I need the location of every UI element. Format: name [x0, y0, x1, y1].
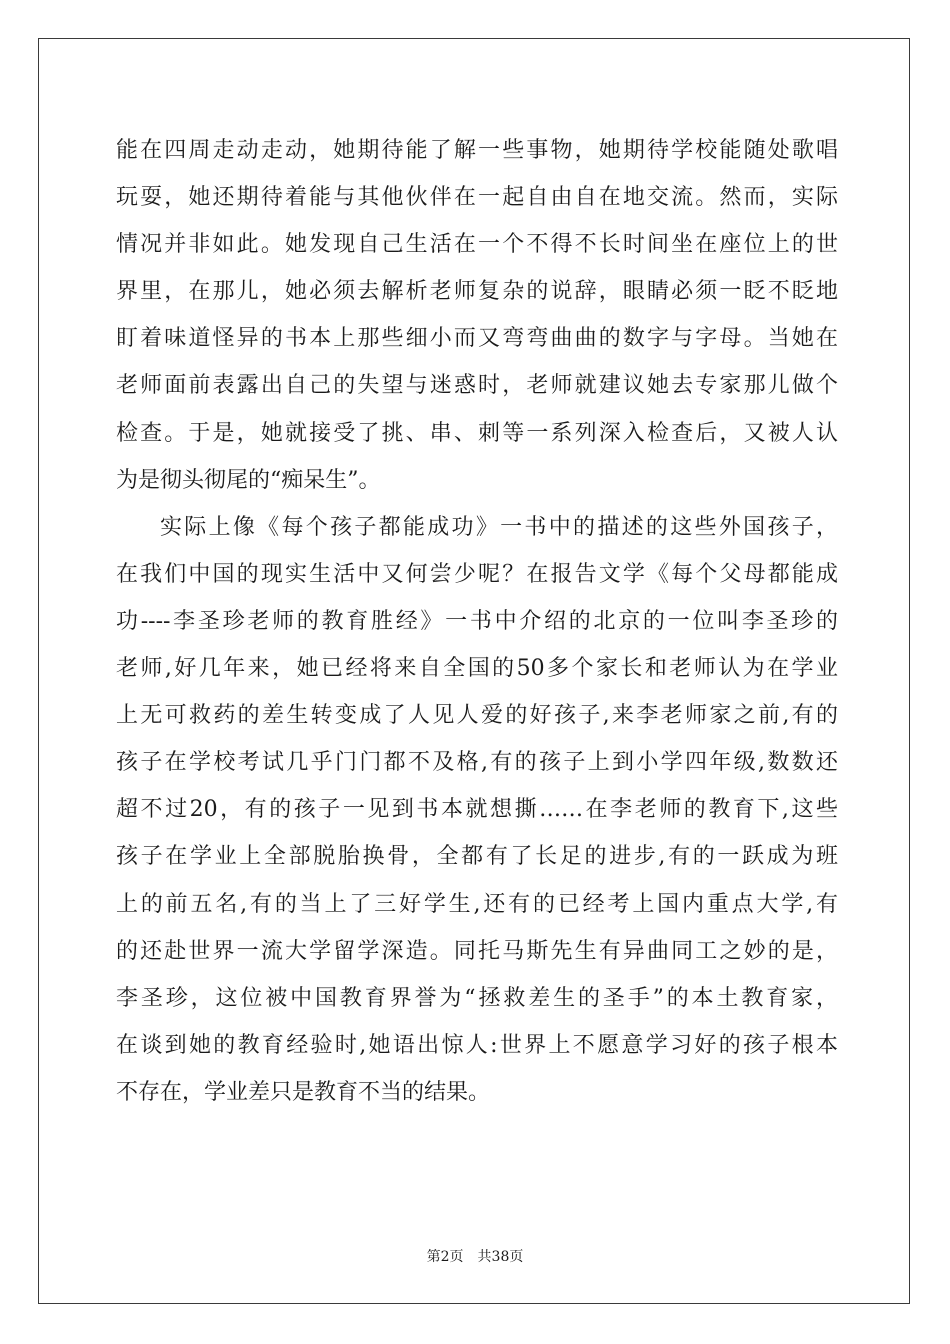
- text-line: 实际上像《每个孩子都能成功》一书中的描述的这些外国孩子，: [160, 514, 838, 540]
- text-line: 检查。于是，她就接受了挑、串、刺等一系列深入检查后，又被人认: [116, 420, 838, 446]
- page-footer: [0, 1246, 950, 1266]
- text-line: 在谈到她的教育经验时,她语出惊人:世界上不愿意学习好的孩子根本: [116, 1032, 838, 1058]
- paragraph-2: [116, 504, 838, 1116]
- text-line: 孩子在学校考试几乎门门都不及格,有的孩子上到小学四年级,数数还: [116, 750, 838, 776]
- text-line: 老师,好几年来，她已经将来自全国的50多个家长和老师认为在学业: [116, 656, 838, 682]
- text-line: 上的前五名,有的当上了三好学生,还有的已经考上国内重点大学,有: [116, 891, 838, 917]
- page-number: 第2页: [426, 1249, 464, 1265]
- text-line: 在我们中国的现实生活中又何尝少呢？在报告文学《每个父母都能成: [116, 561, 838, 587]
- text-line: 上无可救药的差生转变成了人见人爱的好孩子,来李老师家之前,有的: [116, 703, 838, 729]
- text-line: 功----李圣珍老师的教育胜经》一书中介绍的北京的一位叫李圣珍的: [116, 608, 838, 634]
- text-line: 情况并非如此。她发现自己生活在一个不得不长时间坐在座位上的世: [116, 232, 838, 258]
- text-line: 为是彻头彻尾的“痴呆生”。: [116, 467, 381, 493]
- text-line: 不存在，学业差只是教育不当的结果。: [116, 1079, 491, 1105]
- text-line: 孩子在学业上全部脱胎换骨，全都有了长足的进步,有的一跃成为班: [116, 844, 838, 870]
- paragraph-1: [116, 127, 838, 504]
- text-line: 超不过20，有的孩子一见到书本就想撕……在李老师的教育下,这些: [116, 797, 838, 823]
- text-line: 能在四周走动走动，她期待能了解一些事物，她期待学校能随处歌唱: [116, 138, 838, 163]
- document-body: [116, 127, 838, 1116]
- page-total: 共38页: [477, 1249, 524, 1265]
- text-line: 老师面前表露出自己的失望与迷惑时，老师就建议她去专家那儿做个: [116, 373, 838, 399]
- text-line: 界里，在那儿，她必须去解析老师复杂的说辞，眼睛必须一眨不眨地: [116, 279, 838, 305]
- text-line: 李圣珍，这位被中国教育界誉为“拯救差生的圣手”的本土教育家，: [116, 985, 838, 1011]
- text-line: 的还赴世界一流大学留学深造。同托马斯先生有异曲同工之妙的是，: [116, 938, 838, 964]
- text-line: 玩耍，她还期待着能与其他伙伴在一起自由自在地交流。然而，实际: [116, 185, 838, 211]
- text-line: 盯着味道怪异的书本上那些细小而又弯弯曲曲的数字与字母。当她在: [116, 326, 838, 352]
